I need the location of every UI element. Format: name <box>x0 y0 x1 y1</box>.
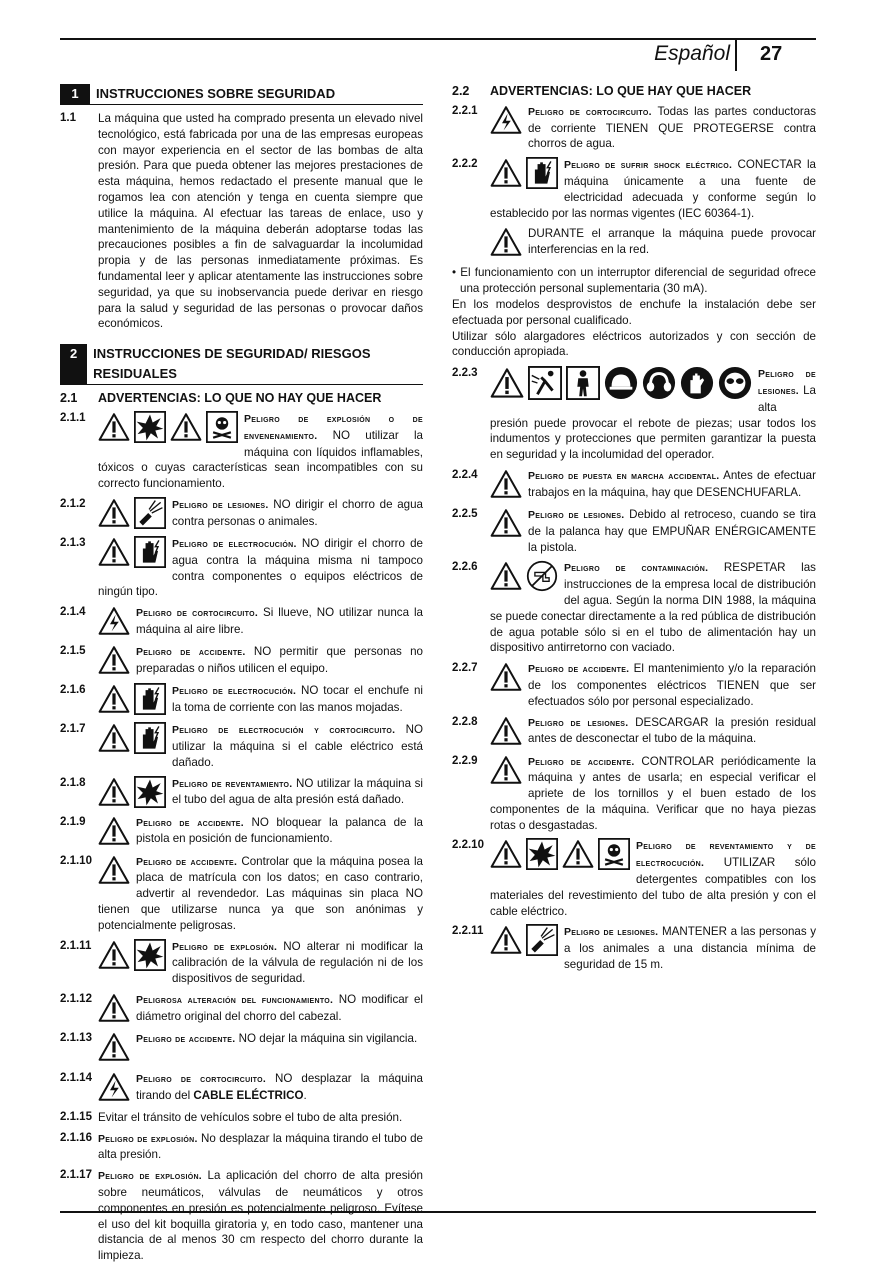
list-item <box>452 366 816 463</box>
hazard-label: Peligro de accidente. <box>136 855 238 868</box>
item-text: NO dirigir el chorro de agua contra personas o animales. <box>172 497 423 528</box>
item-text: DESCARGAR la presión residual antes de desconectar el tubo de la máquina. <box>528 715 816 746</box>
hazard-icon-group <box>98 605 130 637</box>
plug-note: En los modelos desprovistos de enchufe la instalación debe ser efectuada por personal cualificado. <box>452 297 816 327</box>
warning-triangle-icon <box>98 1031 130 1063</box>
item-text: NO permitir que personas no preparadas o niños utilicen el equipo. <box>136 645 424 675</box>
item-text: Controlar que la máquina posea la placa de matrícula con los datos; en caso contrario, advertir al revendedor. Las máquinas sin placa NO tienen que utilizarse nunca ya que son anónimas y potencialmente peligrosas. <box>98 854 423 932</box>
helmet-icon <box>604 366 638 400</box>
hazard-label: Peligro de accidente. <box>136 816 244 829</box>
hazard-label: Peligro de lesiones. <box>758 368 816 397</box>
item-text: NO bloquear la palanca de la pistola en posición de funcionamiento. <box>136 815 423 846</box>
list-item <box>452 715 816 749</box>
item-number: 2.2.8 <box>452 715 478 728</box>
item-number: 2.1.11 <box>60 939 92 952</box>
item-number: 2.2.7 <box>452 662 478 675</box>
item-number: 2.2.11 <box>452 925 484 938</box>
hazard-icon-group <box>490 924 558 956</box>
warning-triangle-icon <box>98 536 130 568</box>
hazard-label: Peligro de electrocución y cortocircuito. <box>172 724 396 737</box>
list-item <box>452 226 816 260</box>
item-number: 2.2.5 <box>452 507 478 520</box>
item-text: NO dirigir el chorro de agua contra la máquina misma ni tampoco contra componentes o equipos eléctricos de ningún tipo. <box>98 536 423 599</box>
warning-triangle-icon <box>490 507 522 539</box>
item-number: 2.2.9 <box>452 754 478 767</box>
hazard-label: Peligro de reventamiento y de electrocución. <box>636 840 816 870</box>
subsection-2-2: 2.2 ADVERTENCIAS: LO QUE HAY QUE HACER <box>452 84 752 98</box>
toxic-skull-icon <box>206 411 238 443</box>
subsection-2-1: 2.1 ADVERTENCIAS: LO QUE NO HAY QUE HACER <box>60 391 382 406</box>
item-text: NO alterar ni modificar la calibración de la válvula de regulación ni de los dispositivos de seguridad. <box>172 939 423 986</box>
item-text: La aplicación del chorro de alta presión sobre neumáticos, válvulas de neumáticos y otros componentes en presión es potencialmente peligroso. Evítese el uso del kit boquilla giratoria y, en todo caso, mantener una distancia de al menos 30 cm respecto del chorro durante la limpieza. <box>98 1169 423 1263</box>
hazard-label: Peligro de contaminación. <box>564 562 709 575</box>
item-text: DURANTE el arranque la máquina puede provocar interferencias en la red. <box>528 227 816 257</box>
warning-triangle-icon <box>490 366 524 400</box>
right-column <box>452 84 816 978</box>
item-number: 2.2.2 <box>452 158 478 171</box>
item-number: 2.1.12 <box>60 992 92 1005</box>
section-title: INSTRUCCIONES SOBRE SEGURIDAD <box>96 86 336 101</box>
hazard-icon-group <box>98 722 166 754</box>
hazard-label: Peligro de puesta en marcha accidental. <box>528 469 720 482</box>
item-number: 2.1.7 <box>60 723 86 736</box>
item-text: NO dejar la máquina sin vigilancia. <box>235 1031 418 1045</box>
warning-triangle-icon <box>490 226 522 258</box>
hazard-icon-group <box>98 992 130 1024</box>
item-number: 2.1.8 <box>60 776 86 789</box>
spray-injury-icon <box>134 497 166 529</box>
warning-triangle-icon <box>490 715 522 747</box>
item-number: 2.1.5 <box>60 645 86 658</box>
hazard-icon-group <box>490 838 630 870</box>
item-text: NO tocar el enchufe ni la toma de corriente con las manos mojadas. <box>172 684 423 714</box>
electrocution-hand-icon <box>526 157 558 189</box>
item-number: 2.1.10 <box>60 854 92 867</box>
hazard-label: Peligro de explosión o de envenenamiento. <box>244 412 423 442</box>
list-item <box>60 644 423 678</box>
list-item <box>452 468 816 502</box>
item-text: UTILIZAR sólo detergentes compatibles con los materiales del revestimiento del tubo de alta presión y con el cable eléctrico. <box>490 856 816 918</box>
bullet-rcd: • El funcionamiento con un interruptor diferencial de seguridad ofrece una protección personal suplementaria (30 mA). <box>452 266 816 296</box>
item-text: RESPETAR las instrucciones de la empresa local de distribución del agua. Según la norma DIN 1988, la máquina se puede conectar directamente a la red pública de distribución de agua potable sólo si en el tubo de alimentación hay un dispositivo antirretorno con vaciado. <box>490 561 816 655</box>
list-item <box>60 854 423 934</box>
ear-protection-icon <box>642 366 676 400</box>
list-item <box>60 497 423 531</box>
list-item <box>60 536 423 600</box>
hazard-icon-group <box>490 560 558 592</box>
item-number: 2.1.15 <box>60 1110 92 1123</box>
item-number: 2.1.2 <box>60 497 86 510</box>
list-item <box>60 815 423 849</box>
hazard-label: Peligro de lesiones. <box>528 716 629 729</box>
item-number: 2.1.4 <box>60 606 86 619</box>
hazard-icon-group <box>490 754 522 786</box>
item-number: 2.2.1 <box>452 104 478 117</box>
hazard-label: Peligro de accidente. <box>528 755 635 768</box>
item-number: 2.2.6 <box>452 561 478 574</box>
hazard-label: Peligro de explosión. <box>172 940 278 953</box>
left-column <box>60 84 423 1269</box>
item-text: NO utilizar la máquina si el tubo del agua de alta presión está dañado. <box>172 776 423 807</box>
warning-triangle-icon <box>98 992 130 1024</box>
item-text: Antes de efectuar trabajos en la máquina, hay que DESENCHUFARLA. <box>528 468 816 499</box>
list-item <box>60 776 423 810</box>
warning-triangle-icon <box>98 776 130 808</box>
list-item <box>60 683 423 717</box>
item-text: La alta presión puede provocar el rebote de piezas; usar todos los indumentos y protecciones que permiten garantizar la puesta en seguridad y la incolumidad del operador. <box>490 383 816 462</box>
item-text: Todas las partes conductoras de corriente TIENEN QUE PROTEGERSE contra chorros de agua. <box>528 104 816 151</box>
item-text: CONECTAR la máquina únicamente a una fuente de electricidad adecuada y conforme según lo establecido por las normas vigentes (IEC 60364-1). <box>490 158 816 220</box>
hazard-icon-group <box>490 468 522 500</box>
list-item <box>452 838 816 919</box>
electrocution-hand-icon <box>134 683 166 715</box>
electric-hazard-icon <box>98 605 130 637</box>
hazard-icon-group <box>490 661 522 693</box>
no-backflow-icon <box>526 560 558 592</box>
item-text: No desplazar la máquina tirando el tubo de alta presión. <box>98 1131 423 1162</box>
warning-triangle-icon <box>98 411 130 443</box>
goggles-icon <box>718 366 752 400</box>
hazard-icon-group <box>98 497 166 529</box>
list-item <box>452 157 816 221</box>
item-number: 2.2.3 <box>452 367 478 380</box>
warning-triangle-icon <box>490 838 522 870</box>
hazard-icon-group <box>98 536 166 568</box>
warning-triangle-icon <box>98 497 130 529</box>
warning-triangle-icon <box>490 754 522 786</box>
explosion-icon <box>134 411 166 443</box>
item-number: 2.2.4 <box>452 468 478 481</box>
electrocution-hand-icon <box>134 722 166 754</box>
header-language: Español <box>654 42 730 65</box>
section-number: 2 <box>60 344 87 384</box>
hazard-label: Peligro de cortocircuito. <box>528 105 652 118</box>
footer-rule <box>60 1211 816 1213</box>
warning-triangle-icon <box>98 815 130 847</box>
spray-injury-icon <box>526 924 558 956</box>
item-text: NO modificar el diámetro original del chorro del cabezal. <box>136 992 423 1023</box>
item-number: 2.1.9 <box>60 815 86 828</box>
hazard-icon-group <box>490 715 522 747</box>
protective-suit-icon <box>566 366 600 400</box>
list-item <box>452 560 816 656</box>
warning-triangle-icon <box>98 854 130 886</box>
hazard-icon-group <box>98 1071 130 1103</box>
hazard-label: Peligro de accidente. <box>136 646 246 659</box>
item-number: 2.1.13 <box>60 1031 92 1044</box>
explosion-icon <box>134 939 166 971</box>
list-item <box>60 1168 423 1264</box>
list-item <box>60 411 423 492</box>
hazard-icon-group <box>98 683 166 715</box>
hazard-label: Peligro de sufrir shock eléctrico. <box>564 159 733 172</box>
hazard-label: Peligro de explosión. <box>98 1170 203 1183</box>
hazard-label: Peligro de lesiones. <box>172 498 269 511</box>
list-item <box>452 924 816 972</box>
rebound-hazard-icon <box>528 366 562 400</box>
list-item <box>452 507 816 555</box>
list-item <box>60 992 423 1026</box>
hazard-icon-group <box>98 854 130 886</box>
list-item <box>452 661 816 709</box>
hazard-icon-group <box>490 157 558 189</box>
hazard-icon-group <box>490 507 522 539</box>
hazard-label: Peligro de reventamiento. <box>172 777 293 790</box>
item-text: Debido al retroceso, cuando se tira de la palanca hay que EMPUÑAR ENÉRGICAMENTE la pistola. <box>528 507 816 554</box>
hazard-label: Peligro de accidente. <box>136 1032 236 1045</box>
warning-triangle-icon <box>490 661 522 693</box>
warning-triangle-icon <box>98 722 130 754</box>
gloves-icon <box>680 366 714 400</box>
item-text: MANTENER a las personas y a los animales a una distancia mínima de seguridad de 15 m. <box>564 925 816 972</box>
item-number: 2.1.14 <box>60 1071 92 1084</box>
section-number: 1 <box>60 84 90 104</box>
item-number <box>452 226 490 260</box>
hazard-icon-group <box>98 1031 130 1063</box>
hazard-icon-group <box>98 776 166 808</box>
hazard-label: Peligro de explosión. <box>98 1132 198 1145</box>
hazard-label: Peligro de lesiones. <box>528 508 625 521</box>
warning-triangle-icon <box>490 157 522 189</box>
hazard-icon-group <box>98 411 238 443</box>
electric-hazard-icon <box>490 104 522 136</box>
hazard-icon-group <box>490 104 522 136</box>
electrocution-hand-icon <box>134 536 166 568</box>
hazard-label: Peligro de electrocución. <box>172 537 297 550</box>
hazard-label: Peligrosa alteración del funcionamiento. <box>136 993 334 1006</box>
hazard-icon-group <box>98 939 166 971</box>
toxic-skull-icon <box>598 838 630 870</box>
hazard-label: Peligro de cortocircuito. <box>136 1072 267 1085</box>
item-text: CONTROLAR periódicamente la máquina y antes de usarla; en especial verificar el apriete de los tornillos y el buen estado de los componentes de la máquina. Verificar que no haya piezas rotas o desgastadas. <box>490 754 817 832</box>
header-divider <box>735 40 737 71</box>
hazard-label: Peligro de accidente. <box>528 663 630 676</box>
warning-list-do <box>452 104 816 973</box>
explosion-icon <box>526 838 558 870</box>
item-number: 2.1.17 <box>60 1169 92 1182</box>
electric-hazard-icon <box>98 1071 130 1103</box>
list-item: 2.1.14 Peligro de cortocircuito. NO desplazar la máquina tirando del CABLE ELÉCTRICO. <box>60 1071 423 1105</box>
item-text: El mantenimiento y/o la reparación de los componentes eléctricos TIENEN que ser efectuados sólo por personal especializado. <box>528 662 817 708</box>
list-item <box>452 754 816 834</box>
item-number: 2.1.1 <box>60 411 86 424</box>
warning-triangle-icon <box>490 924 522 956</box>
section-title: INSTRUCCIONES DE SEGURIDAD/ RIESGOS RESIDUALES <box>93 346 371 382</box>
explosion-icon <box>134 776 166 808</box>
list-item <box>452 104 816 152</box>
hazard-label: Peligro de electrocución. <box>172 685 297 698</box>
list-item <box>60 722 423 770</box>
hazard-label: Peligro de cortocircuito. <box>136 607 259 620</box>
item-text: Si llueve, NO utilizar nunca la máquina al aire libre. <box>136 606 424 636</box>
item-number: 2.1.3 <box>60 536 86 549</box>
warning-triangle-icon <box>490 560 522 592</box>
item-text: Evitar el tránsito de vehículos sobre el tubo de alta presión. <box>98 1110 403 1124</box>
hazard-label: Peligro de lesiones. <box>564 926 659 939</box>
hazard-icon-group <box>490 226 522 258</box>
warning-triangle-icon <box>170 411 202 443</box>
header-rule <box>60 38 816 40</box>
item-text: NO desplazar la máquina tirando del <box>136 1071 424 1102</box>
hazard-icon-group <box>98 644 130 676</box>
item-number: 2.1.16 <box>60 1131 92 1144</box>
warning-triangle-icon <box>98 683 130 715</box>
list-item <box>60 939 423 987</box>
item-number: 2.2.10 <box>452 839 484 852</box>
page-number: 27 <box>760 43 783 65</box>
list-item <box>60 1031 423 1065</box>
list-item <box>60 1131 423 1164</box>
list-item <box>60 1110 423 1126</box>
warning-list-dont <box>60 411 423 1264</box>
ext-note: Utilizar sólo alargadores eléctricos autorizados y con sección de conducción apropiada. <box>452 329 816 359</box>
list-item <box>60 605 423 639</box>
warning-triangle-icon <box>490 468 522 500</box>
hazard-icon-group <box>490 366 752 400</box>
item-number: 2.1.6 <box>60 684 86 697</box>
warning-triangle-icon <box>98 644 130 676</box>
warning-triangle-icon <box>98 939 130 971</box>
item-text: NO utilizar la máquina con líquidos inflamables, tóxicos o cuyas características sean incompatibles con su correcto funcionamiento. <box>98 428 423 491</box>
warning-triangle-icon <box>562 838 594 870</box>
item-text: NO utilizar la máquina si el cable eléctrico está dañado. <box>172 723 423 769</box>
hazard-icon-group <box>98 815 130 847</box>
section-1-heading <box>60 84 423 105</box>
paragraph-1-1: 1.1 La máquina que usted ha comprado presenta un elevado nivel tecnológico, está fabricada por una de las empresas europeas con mayor experiencia en el sector de las bombas de alta presión. Para que pueda obtener las mejores prestaciones de esta máquina, hemos redactado el presente manual que le rogamos lea con atención y tenga en cuenta siempre que utilice la máquina. Al efectuar las tareas de enlace, uso y mantenimiento de la máquina deberán adoptarse todas las precauciones posibles a fin de salvaguardar la incolumidad propia y de las personas inmediatamente próximas. Es fundamental leer y aplicar atentamente las instrucciones sobre seguridad, ya que su inobservancia puede derivar en riesgo para la salud y seguridad de las personas o provocar daños económicos. <box>60 112 423 331</box>
section-2-heading <box>60 344 423 385</box>
